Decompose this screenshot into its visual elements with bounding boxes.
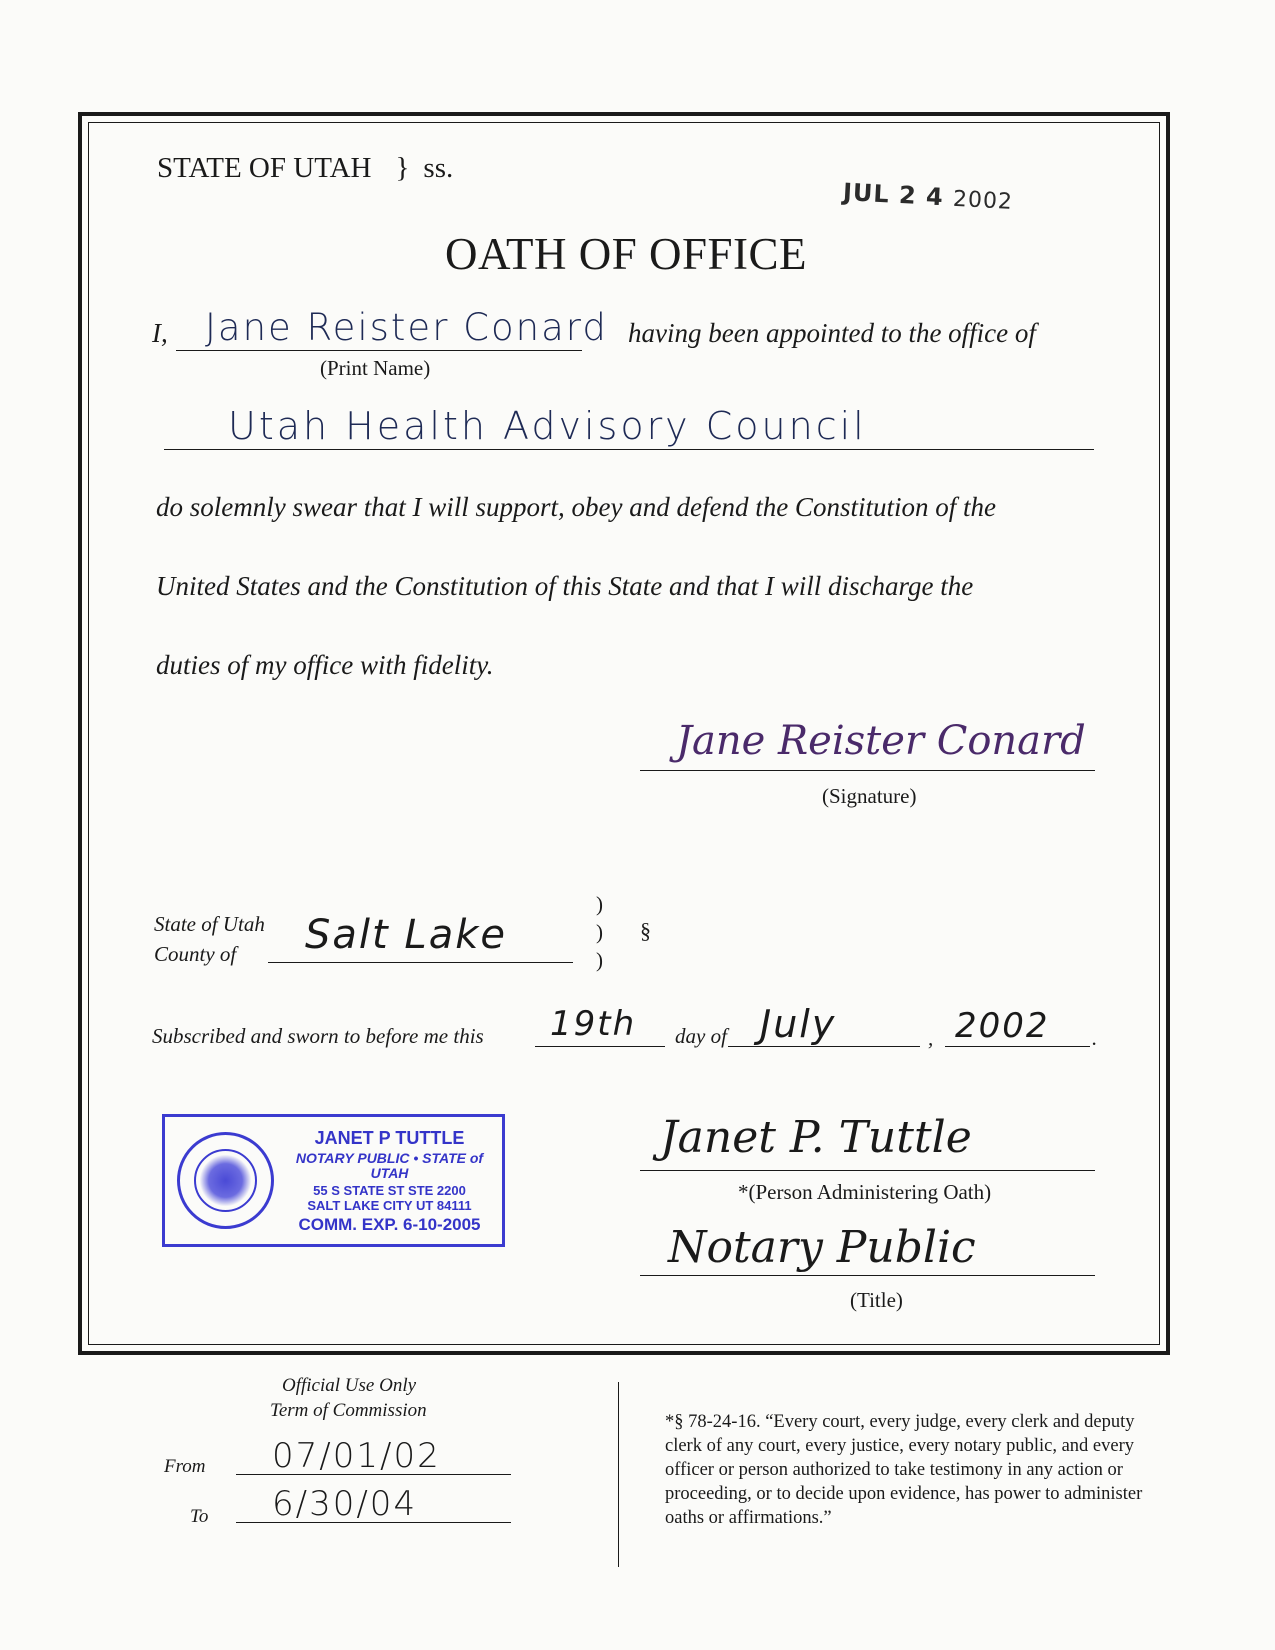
county-handwritten[interactable]: Salt Lake (305, 912, 507, 958)
office-handwritten[interactable]: Utah Health Advisory Council (228, 404, 867, 448)
received-stamp-date: JUL 2 4 (842, 178, 945, 212)
jurat-month-handwritten[interactable]: July (760, 1002, 837, 1046)
appointed-text: having been appointed to the office of (628, 318, 1036, 348)
seal-center-icon (194, 1149, 257, 1212)
section-mark: § (640, 918, 651, 943)
seal-commission: COMM. EXP. 6-10-2005 (298, 1214, 481, 1234)
venue-paren-2: ) (596, 920, 603, 944)
state-seal-emblem (177, 1132, 274, 1229)
venue-state-label: State of Utah (154, 912, 265, 936)
venue-county-label: County of (154, 942, 237, 966)
oath-body-line-1: do solemnly swear that I will support, obey and defend the Constitution of the (156, 492, 996, 522)
venue-paren-1: ) (596, 892, 603, 916)
county-line (268, 962, 573, 963)
administrator-signature-line (640, 1170, 1095, 1171)
jurat-day-line (535, 1046, 665, 1047)
seal-name: JANET P TUTTLE (314, 1128, 465, 1148)
term-to-label: To (190, 1506, 209, 1527)
print-name-handwritten[interactable]: Jane Reister Conard (205, 306, 608, 349)
state-label: STATE OF UTAH (157, 152, 372, 184)
print-name-caption: (Print Name) (320, 356, 431, 380)
jurat-year-line (945, 1046, 1090, 1047)
office-line (164, 449, 1094, 450)
signature-caption: (Signature) (822, 784, 917, 808)
signature-line (640, 770, 1095, 771)
official-use-heading: Official Use Only (282, 1375, 417, 1396)
seal-address-2: SALT LAKE CITY UT 84111 (307, 1197, 472, 1213)
jurat-day-handwritten[interactable]: 19th (550, 1004, 637, 1044)
document-title: OATH OF OFFICE (444, 229, 808, 279)
oath-signature-handwritten[interactable]: Jane Reister Conard (676, 718, 1086, 764)
brace-glyph: } (395, 152, 410, 184)
administrator-signature-handwritten[interactable]: Janet P. Tuttle (660, 1112, 972, 1163)
title-caption: (Title) (850, 1288, 903, 1312)
term-to-value[interactable]: 6/30/04 (272, 1484, 418, 1524)
state-venue-header (157, 152, 453, 185)
received-stamp-year: 2002 (952, 186, 1014, 215)
venue-paren-3: ) (596, 948, 603, 972)
jurat-comma: , (928, 1026, 934, 1050)
jurat-day-label: day of (675, 1024, 727, 1048)
title-handwritten[interactable]: Notary Public (668, 1222, 976, 1273)
jurat-month-line (728, 1046, 920, 1047)
notary-seal-stamp (162, 1114, 505, 1247)
oath-prefix: I, (152, 318, 168, 348)
footer-divider (618, 1382, 619, 1567)
oath-body-line-2: United States and the Constitution of this State and that I will discharge the (156, 571, 974, 601)
seal-text-block (277, 1129, 502, 1233)
jurat-text: Subscribed and sworn to before me this (152, 1024, 484, 1048)
jurat-period: . (1092, 1026, 1098, 1050)
statute-footnote: *§ 78-24-16. “Every court, every judge, every clerk and deputy clerk of any court, every justice, every notary public, and every officer or person authorized to take testimony in any action or proceeding, or to decide upon evidence, has power to administer oaths or affirmations.” (665, 1412, 1143, 1529)
official-use-subheading: Term of Commission (270, 1400, 427, 1421)
ss-label: ss. (423, 152, 454, 184)
jurat-year-handwritten[interactable]: 2002 (955, 1006, 1050, 1046)
seal-title: NOTARY PUBLIC • STATE of UTAH (295, 1149, 484, 1181)
term-from-value[interactable]: 07/01/02 (272, 1436, 441, 1476)
administrator-caption: *(Person Administering Oath) (738, 1180, 992, 1204)
print-name-line (176, 350, 582, 351)
seal-address-1: 55 S STATE ST STE 2200 (313, 1183, 466, 1199)
oath-body-line-3: duties of my office with fidelity. (156, 650, 494, 680)
title-line (640, 1275, 1095, 1276)
term-from-label: From (164, 1456, 206, 1477)
